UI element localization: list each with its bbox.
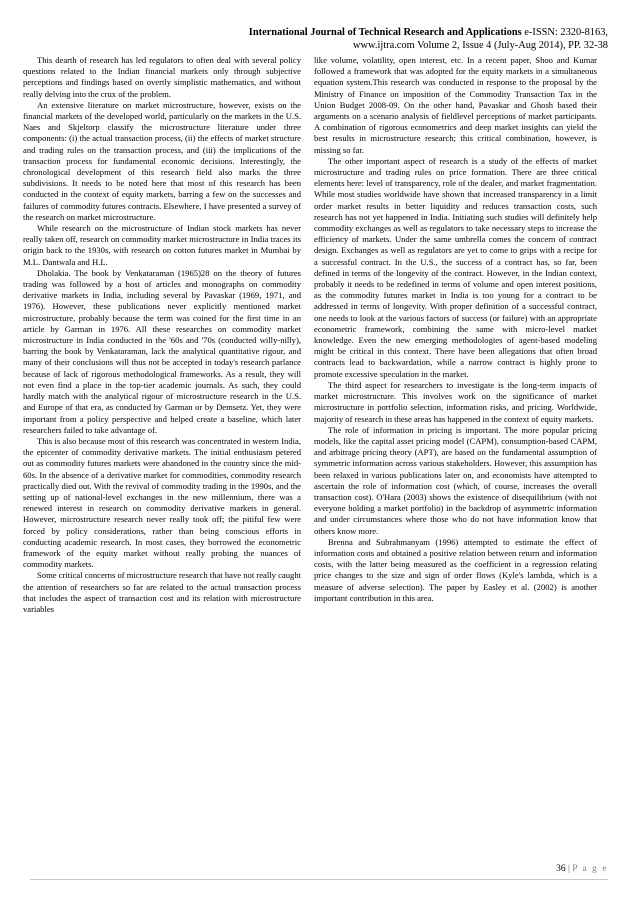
page-label: P a g e bbox=[572, 864, 608, 874]
right-column bbox=[314, 55, 597, 604]
paragraph: The third aspect for researchers to investigate is the long-term impacts of market microstructure. This involves work on the significance of market microstructure in portfolio selection, information risks, and pricing. Worldwide, majority of research in these areas has happened in the context of equity markets. bbox=[314, 379, 597, 424]
paragraph: Dholakia. The book by Venkataraman (1965)28 on the theory of futures trading was followed by a host of articles and monographs on commodity derivative markets in India, including several by Pavaskar (1969, 1971, and 1976). However, these publications never explicitly mentioned market microstructure, probably because the term was coined for the first time in an article by Garman in 1976. All these researches on commodity market microstructure in India conducted in the '60s and '70s (conducted willy-nilly), barring the book by Venkataraman, lack the analytical quantitative rigour, and many of their conclusions will thus not be accepted in today's research parlance because of lack of rigorous methodological frameworks. As a result, they will not even find a place in the top-tier academic journals. As such, they could hardly match with the analytical rigour of microstructure research in the U.S. and Europe of that era, as conducted by Garman or by Demsetz. Yet, they were important from a policy perspective and helped create a baseline, which later researchers failed to take advantage of. bbox=[23, 267, 301, 435]
page-header bbox=[30, 26, 608, 52]
journal-issn: e-ISSN: 2320-8163, bbox=[524, 27, 608, 38]
paragraph: The other important aspect of research is a study of the effects of market microstructure and trading rules on price formation. There are three critical elements here: level of transparency, role of the dealer, and market fragmentation. While most studies worldwide have shown that increased transparency in a limit order market results in better liquidity and reduces transaction costs, such research has not yet happened in India. Initiating such studies will definitely help commodity exchanges as well as regulators to take necessary steps to increase the efficiency of markets. Under the same umbrella comes the concern of contract design. Exchanges as well as regulators are yet to come to grips with a recipe for a successful contract. In the U.S., the success of a contract has, so far, been defined in terms of the longevity of the contract. However, in the Indian context, probably it needs to be redefined in terms of volume and open interest positions, as the commodity futures market in India is too young for a contract to be addressed in terms of longevity. With proper definition of a successful contract, one needs to look at the various factors of success (or failure) with an appropriate econometric framework, combining the same with micro-level market knowledge. Even the new emerging methodologies of agent-based modeling might be critical in this context. There have been allegations that often broad contracts lead to backwardation, while a narrow contract is highly prone to promote excessive speculation in the market. bbox=[314, 155, 597, 379]
paragraph: While research on the microstructure of Indian stock markets has never really taken off, research on commodity market microstructure in India traces its origin back to the 1930s, with research on cotton futures market in Mumbai by M.L. Dantwala and H.L. bbox=[23, 223, 301, 267]
page-number: 36 bbox=[556, 864, 566, 874]
journal-title-line bbox=[30, 26, 608, 39]
left-column bbox=[23, 55, 301, 615]
journal-name: International Journal of Technical Research and Applications bbox=[248, 27, 522, 38]
footer-rule bbox=[30, 879, 608, 880]
paragraph: Some critical concerns of microstructure research that have not really caught the attention of researchers so far are related to the actual transaction process that includes the aspect of transaction cost and its relation with microstructure variables bbox=[23, 570, 301, 614]
paragraph: This dearth of research has led regulators to often deal with several policy questions related to the Indian financial markets only through subjective perceptions and findings based on overtly simplistic mathematics, and without really delving into the crux of the problem. bbox=[23, 55, 301, 99]
page-footer bbox=[556, 864, 608, 874]
paragraph: The role of information in pricing is important. The more popular pricing models, like the capital asset pricing model (CAPM), consumption-based CAPM, and arbitrage pricing theory (APT), are based on the fundamental assumption of symmetric information across various stakeholders. However, this assumption has been relaxed in various publications later on, and economists have attempted to ascertain the role of information cost (which, of course, increases the overall transaction cost). O'Hara (2003) shows the existence of disequilibrium (with not everyone holding a market portfolio) in the backdrop of asymmetric information and under circumstances where those who do not have information know that others know more. bbox=[314, 424, 597, 536]
paragraph: like volume, volatility, open interest, etc. In a recent paper, Shoo and Kumar followed a framework that was adopted for the equity markets in a simultaneous equation system.This research was conducted in response to the proposal by the Ministry of Finance on imposition of the Commodity Transaction Tax in the Union Budget 2008-09. On the other hand, Pavaskar and Ghosh based their arguments on a scenario analysis of fieldlevel perceptions of market participants. A combination of rigorous econometrics and deep market insights can yield the best results in microstructure research; this critical combination, however, is missing so far. bbox=[314, 55, 597, 155]
paragraph: This is also because most of this research was concentrated in western India, the epicenter of commodity derivative markets. The initial enthusiasm petered out as commodity futures markets were abandoned in the country since the mid-60s. In the absence of a derivative market for commodities, commodity research practically died out. With the revival of commodity trading in the 1990s, and the setting up of national-level exchanges in the new millennium, there was a renewed interest in research on commodity derivative markets in general. However, microstructure research never really took off; the pitiful few were forced by policy considerations, rather than being conscious efforts in conducting academic research. In most cases, they borrowed the econometric framework of the equity market without really probing the nuances of commodity markets. bbox=[23, 435, 301, 570]
paragraph: An extensive literature on market microstructure, however, exists on the financial markets of the developed world, particularly on the markets in the U.S. Naes and Skjeltorp classify the microstructure literature under three components: (i) the actual transaction process, (ii) the effects of market structure and trading rules on the transaction process, and (iii) the implications of the transaction process for fundamental economic decisions. Interestingly, the chronological development of this research field also marks the three subdivisions. It needs to be noted here that most of this research has been conducted in the context of equity markets, barring a few on the successes and failures of commodity futures contracts. Elsewhere, I have presented a survey of the research on market microstructure. bbox=[23, 99, 301, 222]
journal-volume-line: www.ijtra.com Volume 2, Issue 4 (July-Aug 2014), PP. 32-38 bbox=[353, 40, 608, 51]
footer-separator: | bbox=[567, 864, 570, 874]
paragraph: Brenna and Subrahmanyam (1996) attempted to estimate the effect of information costs and obtained a positive relation between return and information costs, with the latter being measured as the coefficient in a regression relating price changes to the size and sign of order flows (Kyle's lambda, which is a measure of adverse selection). The paper by Easley et al. (2002) is another important contribution in this area. bbox=[314, 536, 597, 603]
